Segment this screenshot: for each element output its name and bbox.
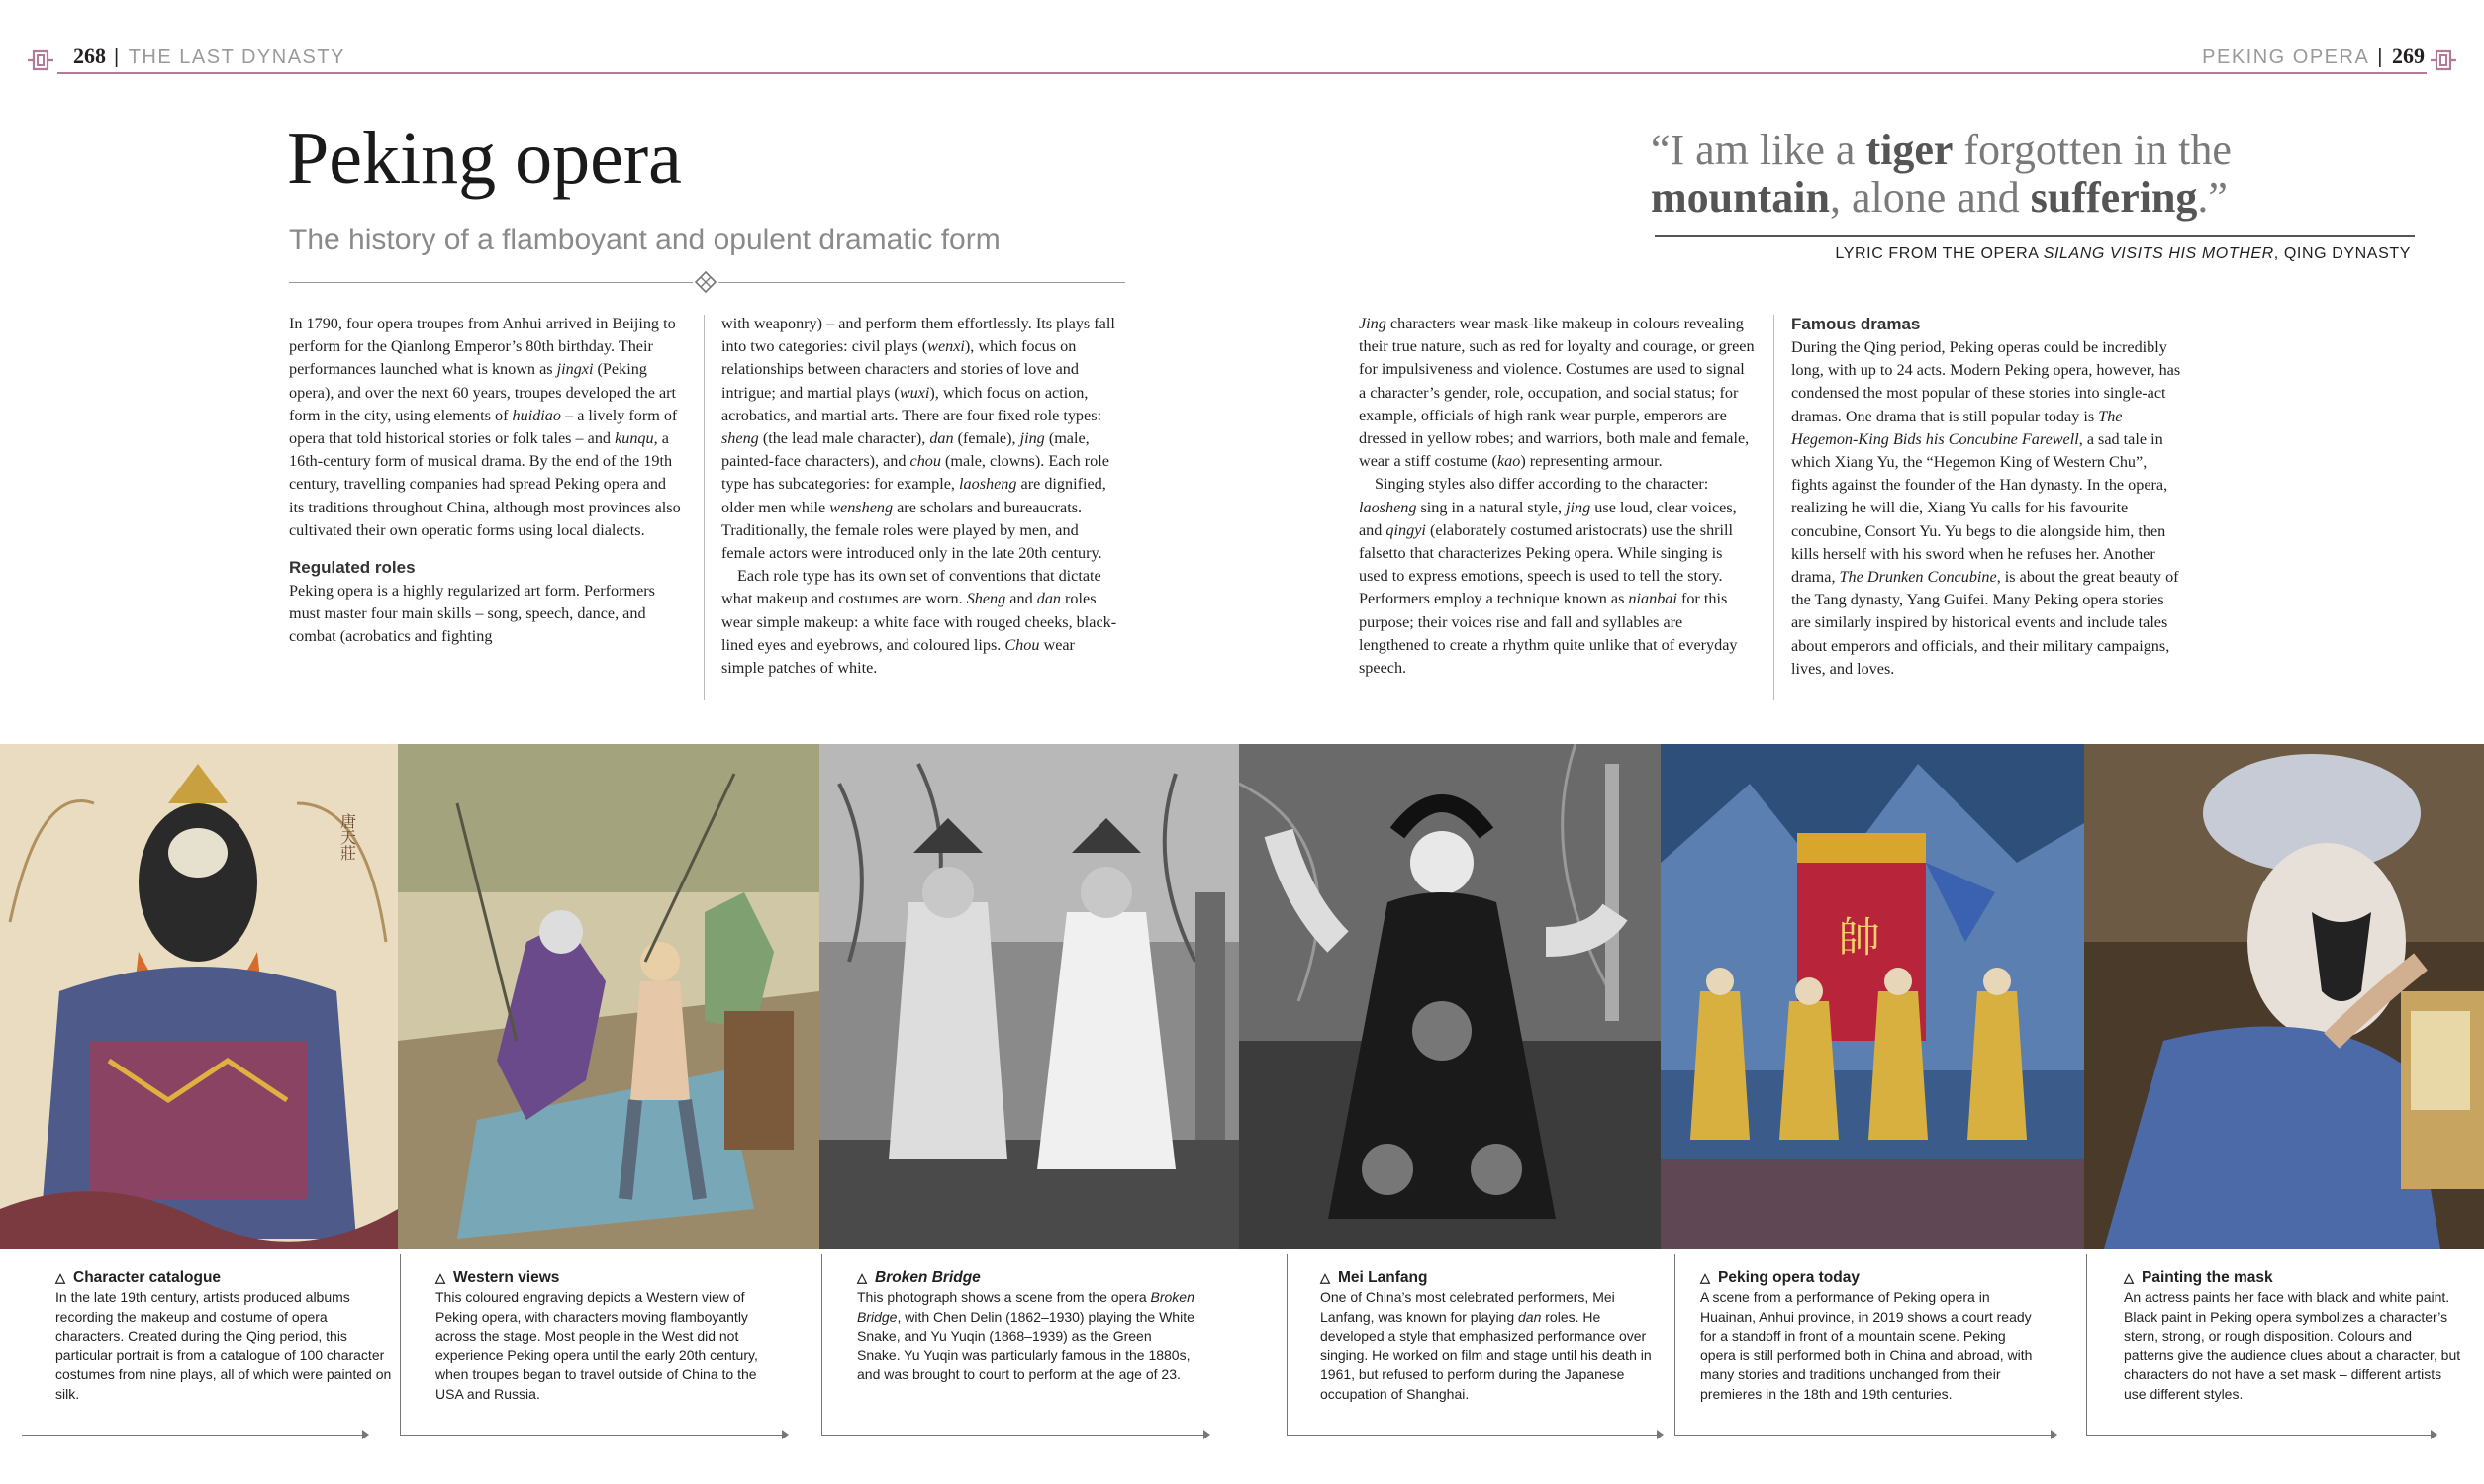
arrow-right-icon [1657,1430,1664,1439]
caption-rule [1674,1435,2051,1436]
caption-title [435,1268,777,1288]
quote-source [1835,245,2411,263]
up-triangle-icon: △ [857,1270,867,1285]
caption-title [1320,1268,1662,1288]
quote-text: .” [2197,173,2228,222]
up-triangle-icon: △ [55,1270,65,1285]
body-paragraph: with weaponry) – and perform them effortlessly. Its plays fall into two categories: civil plays (wenxi), which focus on relationships between characters and stories of love and intrigue; and martial plays (wuxi), which focus on action, acrobatics, and martial arts. There are four fixed role types: sheng (the lead male character), dan (female), jing (male, painted-face characters), and chou (male, clowns). Each role type has subcategories: for example, laosheng are dignified, older men while wensheng are scholars and bureaucrats. Traditionally, the female roles were played by men, and female actors were introduced only in the late 20th century. [721,315,1115,563]
quote-text: “I am like a [1651,126,1866,174]
caption-character-catalogue [55,1268,397,1404]
caption-title-text: Painting the mask [2142,1269,2273,1286]
page-subtitle: The history of a flamboyant and opulent dramatic form [289,224,1001,256]
arrow-right-icon [2431,1430,2437,1439]
opera-bw-photo-icon [819,744,1239,1249]
stage-performance-photo-icon [1661,744,2084,1249]
quote-text: forgotten in the [1953,126,2232,174]
knot-ornament-icon [693,270,718,294]
caption-title [2124,1268,2465,1288]
caption-rule [22,1435,362,1436]
fret-ornament-icon [26,47,55,73]
body-column-2 [721,313,1117,680]
opera-portrait-painting-icon [0,744,398,1249]
painting-mask-photo-icon [2084,744,2484,1249]
caption-mei-lanfang [1320,1268,1662,1404]
page-number-right: 269 [2392,44,2425,68]
caption-rule [821,1435,1203,1436]
arrow-right-icon [1203,1430,1210,1439]
caption-rule [1674,1254,1675,1435]
quote-emphasis: tiger [1865,126,1954,174]
caption-rule [400,1254,401,1435]
quote-emphasis: suffering [2030,173,2198,222]
opera-engraving-icon [398,744,819,1249]
section-label-right: PEKING OPERA [2202,46,2370,68]
header-rule [57,72,2427,74]
quote-source-title: SILANG VISITS HIS MOTHER [2043,245,2274,262]
body-column-1 [289,313,685,649]
up-triangle-icon: △ [435,1270,445,1285]
body-paragraph: During the Qing period, Peking operas could be incredibly long, with up to 24 acts. Modern Peking opera, however, has condensed the most popular of these stories into single-act dramas. One drama that is still popular today is The Hegemon-King Bids his Concubine Farewell, a sad tale in which Xiang Yu, the “Hegemon King of Western Chu”, fights against the founder of the Han dynasty. In the opera, realizing he will die, Xiang Yu calls for his favourite concubine, Consort Yu. Yu begs to die alongside him, then kills herself with his sword when he refuses her. Another drama, The Drunken Concubine, is about the great beauty of the Tang dynasty, Yang Guifei. Many Peking opera stories are similarly inspired by historical events and include tales about emperors and officials, and their military campaigns, lives, and loves. [1791,338,2181,678]
body-paragraph: Jing characters wear mask-like makeup in colours revealing their true nature, such as red for loyalty and courage, or green for impulsiveness and violence. Costumes are used to signal a character’s gender, role, occupation, and social status; for example, officials of high rank wear purple, emperors are dressed in yellow robes; and warriors, both male and female, wear a stiff costume (kao) representing armour. [1359,315,1755,471]
caption-broken-bridge [857,1268,1198,1385]
arrow-right-icon [2051,1430,2057,1439]
subheading: Famous dramas [1791,315,1921,333]
header-left: 268 | THE LAST DYNASTY [73,44,345,68]
caption-western-views [435,1268,777,1404]
painting-inscription: 唐天莊 [337,813,355,861]
pull-quote [1651,127,2343,222]
caption-rule [1287,1435,1657,1436]
quote-rule [1655,235,2415,237]
caption-title-text: Peking opera today [1718,1269,1860,1286]
caption-body: This photograph shows a scene from the opera Broken Bridge, with Chen Delin (1862–1930) playing the White Snake, and Yu Yuqin (1868–1939) as the Green Snake. Yu Yuqin was particularly famous in the 1880s, and was brought to court to perform at the age of 23. [857,1289,1194,1382]
caption-title [1700,1268,2042,1288]
caption-body: An actress paints her face with black and white paint. Black paint in Peking opera symbolizes a character’s stern, strong, or rough disposition. Colours and patterns give the audience clues about a character, but characters do not have a set mask – different artists use different styles. [2124,1289,2461,1402]
caption-title-text: Character catalogue [73,1269,222,1286]
body-column-4 [1791,313,2187,681]
banner-character: 帥 [1839,913,1881,962]
body-paragraph: Singing styles also differ according to the character: laosheng sing in a natural style, jing use loud, clear voices, and qingyi (elaborately costumed aristocrats) use the shrill falsetto that characterizes Peking opera. While singing is used to express emotions, speech is used to tell the story. Performers employ a technique known as nianbai for this purpose; their voices rise and fall and syllables are lengthened to create a rhythm quite unlike that of everyday speech. [1359,475,1738,678]
caption-title-text: Mei Lanfang [1338,1269,1428,1286]
caption-body: This coloured engraving depicts a Western view of Peking opera, with characters moving flamboyantly across the stage. Most people in the West did not experience Peking opera until the early 20th century, when troupes began to travel outside of China to the USA and Russia. [435,1289,758,1402]
up-triangle-icon: △ [2124,1270,2134,1285]
up-triangle-icon: △ [1320,1270,1330,1285]
mei-lanfang-photo-icon [1239,744,1661,1249]
page-title: Peking opera [287,117,682,200]
quote-emphasis: mountain [1651,173,1830,222]
arrow-right-icon [362,1430,369,1439]
caption-title [55,1268,397,1288]
body-paragraph: In 1790, four opera troupes from Anhui arrived in Beijing to perform for the Qianlong Emperor’s 80th birthday. Their performances launched what is known as jingxi (Peking opera), and over the next 60 years, troupes developed the art form in the city, using elements of huidiao – a lively form of opera that told historical stories or folk tales – and kunqu, a 16th-century form of musical drama. By the end of the 19th century, travelling companies had spread Peking opera and its traditions throughout China, although most provinces also cultivated their own operatic forms using local dialects. [289,315,681,539]
caption-rule [1287,1254,1288,1435]
caption-rule [2086,1435,2431,1436]
caption-peking-opera-today [1700,1268,2042,1404]
page-number-left: 268 [73,44,106,68]
caption-rule [400,1435,782,1436]
caption-title [857,1268,1198,1288]
body-column-3 [1359,313,1755,680]
caption-painting-the-mask [2124,1268,2465,1404]
caption-title-text: Broken Bridge [875,1269,981,1286]
quote-source-text: LYRIC FROM THE OPERA [1835,245,2044,262]
body-paragraph: Each role type has its own set of conventions that dictate what makeup and costumes are worn. Sheng and dan roles wear simple makeup: a white face with rouged cheeks, black-lined eyes and eyebrows, and coloured lips. Chou wear simple patches of white. [721,567,1117,678]
subheading: Regulated roles [289,558,416,578]
column-divider [704,315,705,700]
caption-rule [821,1254,822,1435]
arrow-right-icon [782,1430,789,1439]
fret-ornament-icon [2429,47,2458,73]
header-right: PEKING OPERA | 269 [2202,44,2425,68]
quote-text: , alone and [1829,173,2031,222]
section-label-left: THE LAST DYNASTY [128,46,345,68]
up-triangle-icon: △ [1700,1270,1710,1285]
quote-source-text: , QING DYNASTY [2273,245,2411,262]
body-paragraph: Peking opera is a highly regularized art form. Performers must master four main skills – song, speech, dance, and combat (acrobatics and fighting [289,582,655,646]
caption-body: In the late 19th century, artists produced albums recording the makeup and costume of opera characters. Created during the Qing period, this particular portrait is from a catalogue of 100 character costumes from nine plays, all of which were painted on silk. [55,1289,392,1402]
caption-body: One of China’s most celebrated performers, Mei Lanfang, was known for playing dan roles. He developed a style that emphasized performance over singing. He worked on film and stage until his death in 1961, but refused to perform during the Japanese occupation of Shanghai. [1320,1289,1652,1402]
column-divider [1773,315,1774,700]
caption-rule [2086,1254,2087,1435]
caption-body: A scene from a performance of Peking opera in Huainan, Anhui province, in 2019 shows a court ready for a standoff in front of a mountain scene. Peking opera is still performed both in China and abroad, with many stories and traditions unchanged from their premieres in the 18th and 19th centuries. [1700,1289,2033,1402]
caption-title-text: Western views [453,1269,560,1286]
